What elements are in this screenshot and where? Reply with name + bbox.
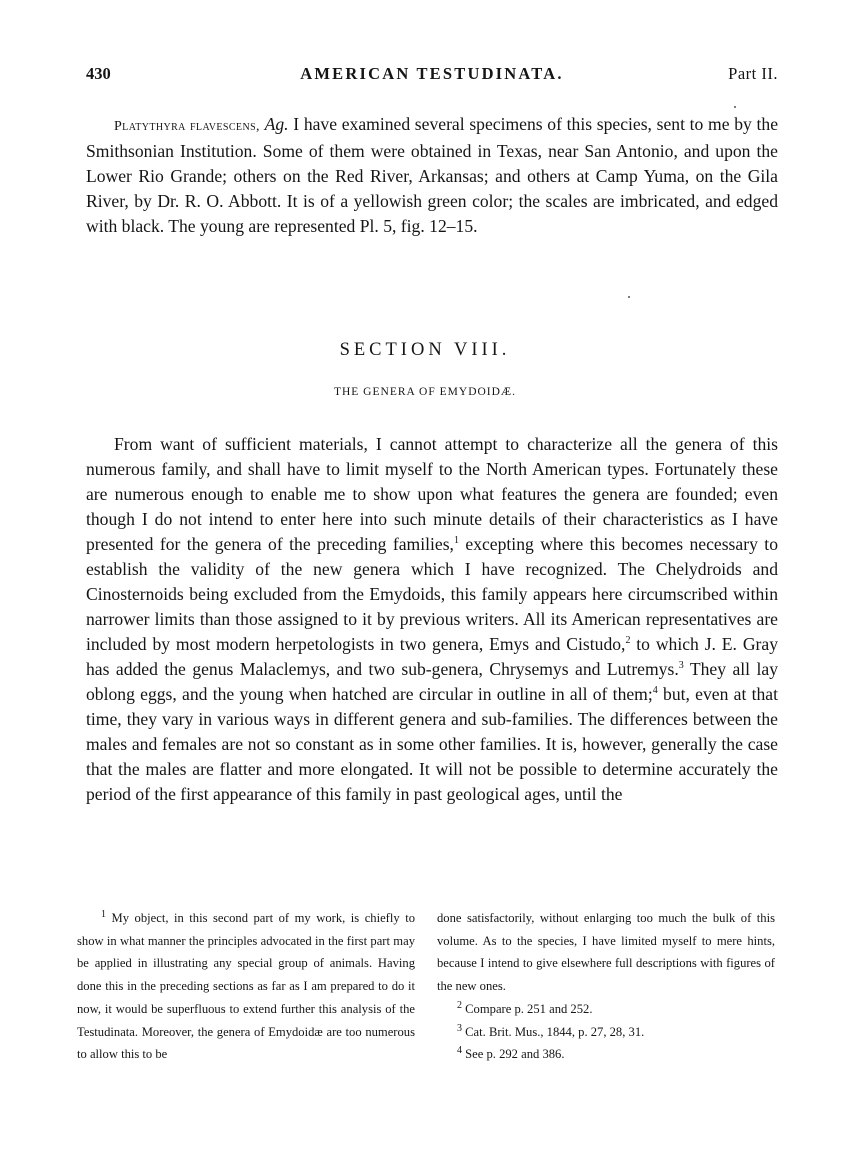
body-segment: From want of sufficient materials, I cannot attempt to characterize all the genera of this numerous family, and shall have to limit myself to the North American types. Fortunately these are numerous enough to enable me to show upon what features the genera are founded; even though I do not intend to enter here into such minute details of their characteristics as I have presented for the genera of the preceding families, [86,434,778,554]
footnote-text: Compare p. 251 and 252. [465,1001,593,1016]
body-segment: excepting where this becomes necessary to establish the validity of the new genera which I have recognized. The Chelydroids and Cinosternoids being excluded from the Emydoids, this family appears here circumscribed within narrower limits than those assigned to it by previous writers. All its American representatives are included by most modern herpetologists in two genera, Emys and Cistudo, [86,534,778,654]
footnote-number: 2 [457,999,462,1011]
running-title: AMERICAN TESTUDINATA. [300,64,564,83]
section-heading: SECTION VIII. [339,340,511,360]
species-description: I have examined several specimens of this species, sent to me by the Smithsonian Institution. Some of them were obtained in Texas, near San Antonio, and upon the Lower Rio Grande; others on the Red River, Arkansas; and others at Camp Yuma, on the Gila River, by Dr. R. O. Abbott. It is of a yellowish green color; the scales are imbricated, and edged with black. The young are represented Pl. 5, fig. 12–15. [86,114,779,236]
footnote-1-continued: done satisfactorily, without enlarging too much the bulk of this volume. As to the species, I have limited myself to mere hints, because I intend to give elsewhere full descriptions with figures of the new ones. [437,911,775,994]
species-name: Platythyra flavescens, [114,119,260,134]
footnote-ref: 4 [652,685,658,697]
footnote-3 [437,1021,775,1044]
footnote-ref: 2 [625,635,631,647]
print-speck [628,296,630,298]
body-segment: They all lay oblong eggs, and the young when hatched are circular in outline in all of them; [86,659,778,704]
footnote-1 [77,907,415,1066]
footnote-4 [437,1043,775,1066]
section-subheading: THE GENERA OF EMYDOIDÆ. [333,386,517,398]
footnote-number: 1 [101,908,106,920]
body-paragraph [86,432,778,807]
footnote-number: 3 [457,1022,462,1034]
footnote-ref: 3 [678,660,684,672]
footnote-ref: 1 [453,535,459,547]
footnote-column-right [437,907,775,1066]
body-segment: to which J. E. Gray has added the genus Malaclemys, and two sub-genera, Chrysemys and Lutremys. [86,634,778,679]
page-header [86,64,778,88]
print-speck [734,106,736,108]
part-label: Part II. [728,64,778,83]
body-segment: but, even at that time, they vary in various ways in different genera and sub-families. The differences between the males and females are not so constant as in some other families. It is, however, generally the case that the males are flatter and more elongated. It will not be possible to determine accurately the period of the first appearance of this family in past geological ages, until the [86,684,779,804]
page-number: 430 [86,64,111,83]
species-author: Ag. [264,114,289,134]
footnote-column-left [77,907,415,1066]
footnote-text: My object, in this second part of my work, is chiefly to show in what manner the principles advocated in the first part may be applied in illustrating any special group of animals. Having done this in the preceding sections as far as I am prepared to do it now, it would be superfluous to extend further this analysis of the Testudinata. Moreover, the genera of Emydoidæ are too numerous to allow this to be [77,911,415,1062]
footnote-number: 4 [457,1045,462,1057]
footnote-2 [437,998,775,1021]
footnote-text: Cat. Brit. Mus., 1844, p. 27, 28, 31. [465,1024,645,1039]
footnote-text: See p. 292 and 386. [465,1047,565,1062]
species-paragraph [86,112,778,239]
